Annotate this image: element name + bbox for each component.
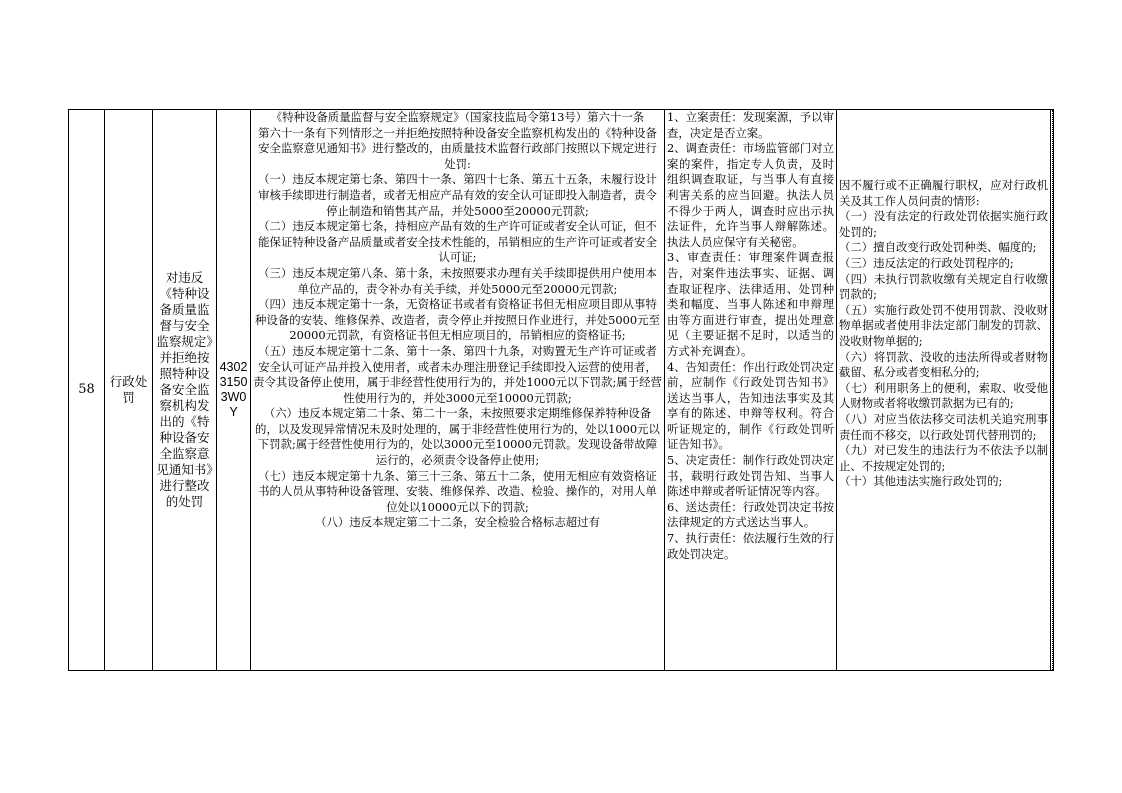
col-category [105, 110, 153, 670]
col-code [217, 110, 251, 670]
row-code: 43023150 3W0Y [219, 360, 248, 419]
row-number: 58 [78, 382, 95, 397]
accountability-text [837, 178, 1050, 490]
accountability-item: （六）将罚款、没收的违法所得或者财物截留、私分或者变相私分的; [839, 349, 1048, 380]
col-responsibilities [665, 110, 837, 670]
accountability-item: 因不履行或不正确履行职权，应对行政机关及其工作人员问责的情形: [839, 178, 1048, 208]
basis-line: （五）违反本规定第十二条、第十一条、第四十九条，对购置无生产许可证或者安全认可证产品并投入使用者，或者未办理注册登记手续即投入运营的使用者，责令其设备停止使用，属于非经营性使用行为的，并处1000元以下罚款;属于经营性使用行为的，并处3000元至10000元罚款; [253, 343, 662, 405]
basis-line: 《特种设备质量监督与安全监察规定》（国家技监局令第13号）第六十一条 [270, 110, 645, 124]
basis-line: （四）违反本规定第十一条，无资格证书或者有资格证书但无相应项目即从事特种设备的安装、维修保养、改造者，责令停止并按照日作业进行，并处5000元至20000元罚款，有资格证书但无相应项目的，吊销相应的资格证书; [255, 297, 660, 343]
accountability-item: （三）违反法定的行政处罚程序的; [839, 255, 1014, 270]
col-number [69, 110, 105, 670]
accountability-item: （十）其他违法实施行政处罚的; [839, 474, 1003, 489]
responsibility-item: 7、执行责任：依法履行生效的行政处罚决定。 [667, 531, 834, 561]
col-basis [251, 110, 665, 670]
accountability-item: （五）实施行政处罚不使用罚款、没收财物单据或者使用非法定部门制发的罚款、没收财物单据的; [839, 302, 1048, 348]
power-list-table [68, 109, 1054, 671]
responsibility-item: 1、立案责任：发现案源，予以审查，决定是否立案。 [667, 110, 834, 140]
responsibility-item: 4、告知责任：作出行政处罚决定前，应制作《行政处罚告知书》送达当事人，告知违法事实及其享有的陈述、申辩等权利。符合听证规定的，制作《行政处罚听证告知书》。 [667, 359, 834, 452]
row-item-name: 对违反《特种设备质量监督与安全监察规定》并拒绝按照特种设备安全监察机构发出的《特种设备安全监察意见通知书》进行整改的处罚 [156, 270, 213, 509]
basis-text [251, 110, 664, 531]
basis-line: （六）违反本规定第二十条、第二十一条，未按照要求定期维修保养特种设备的，以及发现异常情况未及时处理的，属于非经营性使用行为的，处以1000元以下罚款;属于经营性使用行为的，处以3000元至10000元罚款。发现设备带故障运行的，必须责令设备停止使用; [255, 406, 660, 468]
responsibility-text [665, 110, 836, 562]
col-accountability [837, 110, 1051, 670]
col-remarks [1051, 110, 1053, 670]
accountability-item: （一）没有法定的行政处罚依据实施行政处罚的; [839, 209, 1048, 239]
responsibility-item: 3、审查责任：审理案件调查报告，对案件违法事实、证据、调查取证程序、法律适用、处罚种类和幅度、当事人陈述和申辩理由等方面进行审查，提出处理意见（主要证据不足时，以适当的方式补充调查）。 [667, 250, 834, 358]
basis-line: （八）违反本规定第二十二条，安全检验合格标志超过有 [315, 515, 600, 530]
accountability-item: （四）未执行罚款收缴有关规定自行收缴罚款的; [839, 271, 1048, 302]
accountability-item: （八）对应当依法移交司法机关追究刑事责任而不移交，以行政处罚代替刑罚的; [839, 411, 1048, 442]
basis-line: （三）违反本规定第八条、第十条，未按照要求办理有关手续即提供用户使用本单位产品的，责令补办有关手续，并处5000元至20000元罚款; [258, 265, 657, 296]
accountability-item: （七）利用职务上的便利，索取、收受他人财物或者将收缴罚款据为已有的; [839, 380, 1048, 411]
responsibility-item: 5、决定责任：制作行政处罚决定书，载明行政处罚告知、当事人陈述申辩或者听证情况等内容。 [667, 453, 834, 499]
row-category: 行政处罚 [109, 374, 148, 405]
accountability-item: （九）对已发生的违法行为不依法予以制止、不按规定处罚的; [839, 443, 1048, 473]
basis-line: （二）违反本规定第七条，持相应产品有效的生产许可证或者安全认可证，但不能保证特种设备产品质量或者安全技术性能的，吊销相应的生产许可证或者安全认可证; [258, 219, 657, 265]
responsibility-item: 6、送达责任：行政处罚决定书按法律规定的方式送达当事人。 [667, 499, 834, 530]
accountability-item: （二）擅自改变行政处罚种类、幅度的; [839, 240, 1037, 255]
basis-line: （一）违反本规定第七条、第四十一条、第四十七条、第五十五条，未履行设计审核手续即进行制造者，或者无相应产品有效的安全认可证即投入制造者，责令停止制造和销售其产品，并处5000至20000元罚款; [258, 172, 657, 218]
col-item-name [153, 110, 217, 670]
basis-line: 第六十一条有下列情形之一并拒绝按照特种设备安全监察机构发出的《特种设备安全监察意见通知书》进行整改的，由质量技术监督行政部门按照以下规定进行处罚: [258, 125, 657, 171]
basis-line: （七）违反本规定第十九条、第三十三条、第五十二条，使用无相应有效资格证书的人员从事特种设备管理、安装、维修保养、改造、检验、操作的，对用人单位处以10000元以下的罚款; [258, 468, 657, 514]
responsibility-item: 2、调查责任：市场监管部门对立案的案件，指定专人负责，及时组织调查取证，与当事人有直接利害关系的应当回避。执法人员不得少于两人，调查时应出示执法证件，允许当事人辩解陈述。执法人员应保守有关秘密。 [667, 141, 834, 249]
